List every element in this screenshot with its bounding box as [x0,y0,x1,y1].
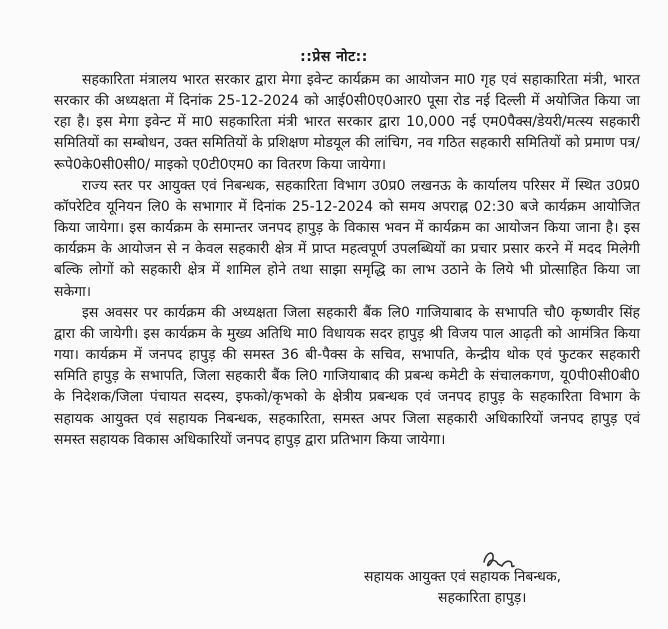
signatory-office: सहकारिता हापुड़। [438,590,527,606]
paragraph-state-event: राज्य स्तर पर आयुक्त एवं निबन्धक, सहकारिता विभाग उ0प्र0 लखनऊ के कार्यालय परिसर में स्थित उ0प्र0 कॉपरेटिव यूनियन लि0 के सभागार में दिनांक 25-12-2024 को समय अपराह्न 02:30 बजे कार्यक्रम आयोजित किया जायेगा। इस कार्यक्रम के समान्तर जनपद हापुड़ के विकास भवन में कार्यक्रम का आयोजन किया जाना है। इस कार्यक्रम के आयोजन से न केवल सहकारी क्षेत्र में प्राप्त महत्वपूर्ण उपलब्धियों का प्रचार प्रसार करने में मदद मिलेगी बल्कि लोगों को सहकारी क्षेत्र में शामिल होने तथा साझा समृद्धि का लाभ उठाने के लिये भी प्रोत्साहित किया जा सकेगा। [54,177,640,300]
document-title: ::प्रेस नोट:: [300,49,368,65]
document-body [54,70,640,451]
paragraph-national-event: सहकारिता मंत्रालय भारत सरकार द्वारा मेगा इवेन्ट कार्यक्रम का आयोजन मा0 गृह एवं सहाकारिता मंत्री, भारत सरकार की अध्यक्षता में दिनांक 25-12-2024 को आई0सी0ए0आर0 पूसा रोड नई दिल्ली में अयोजित किया जा रहा है। इस मेगा इवेन्ट में मा0 सहकारिता मंत्री भारत सरकार द्वारा 10,000 नई एम0पैक्स/डेयरी/मत्स्य सहकारी समितियों का सम्बोधन, उक्त समितियों के प्रशिक्षण मोडयूल की लांचिग, नव गठित सहकारी समितियों को प्रमाण पत्र/रूपे0के0सी0सी0/ माइको ए0टी0एम0 का वितरण किया जायेगा। [54,72,640,173]
paragraph-participants: इस अवसर पर कार्यक्रम की अध्यक्षता जिला सहकारी बैंक लि0 गाजियाबाद के सभापति चौ0 कृष्णवीर सिंह द्वारा की जायेगी। इस कार्यक्रम के मुख्य अतिथि मा0 विधायक सदर हापुड़ श्री विजय पाल आढ़ती को आमंत्रित किया गया। कार्यक्रम में जनपद हापुड़ की समस्त 36 बी-पैक्स के सचिव, सभापति, केन्द्रीय थोक एवं फुटकर सहकारी समिति हापुड़ के सभापति, जिला सहकारी बैंक लि0 गाजियाबाद की प्रबन्ध कमेटी के संचालकगण, यू0पी0सी0बी0 के निदेशक/जिला पंचायत सदस्य, इफको/कृभको के क्षेत्रीय प्रबन्धक एवं जनपद हापुड़ के सहकारिता विभाग के सहायक आयुक्त एवं सहायक निबन्धक, सहकारिता, समस्त अपर जिला सहकारी अधिकारियों जनपद हापुड़ एवं समस्त सहायक विकास अधिकारियों जनपद हापुड़ द्वारा प्रतिभाग किया जायेगा। [54,304,640,448]
signature-block [364,567,654,609]
signatory-designation: सहायक आयुक्त एवं सहायक निबन्धक, [364,569,562,585]
